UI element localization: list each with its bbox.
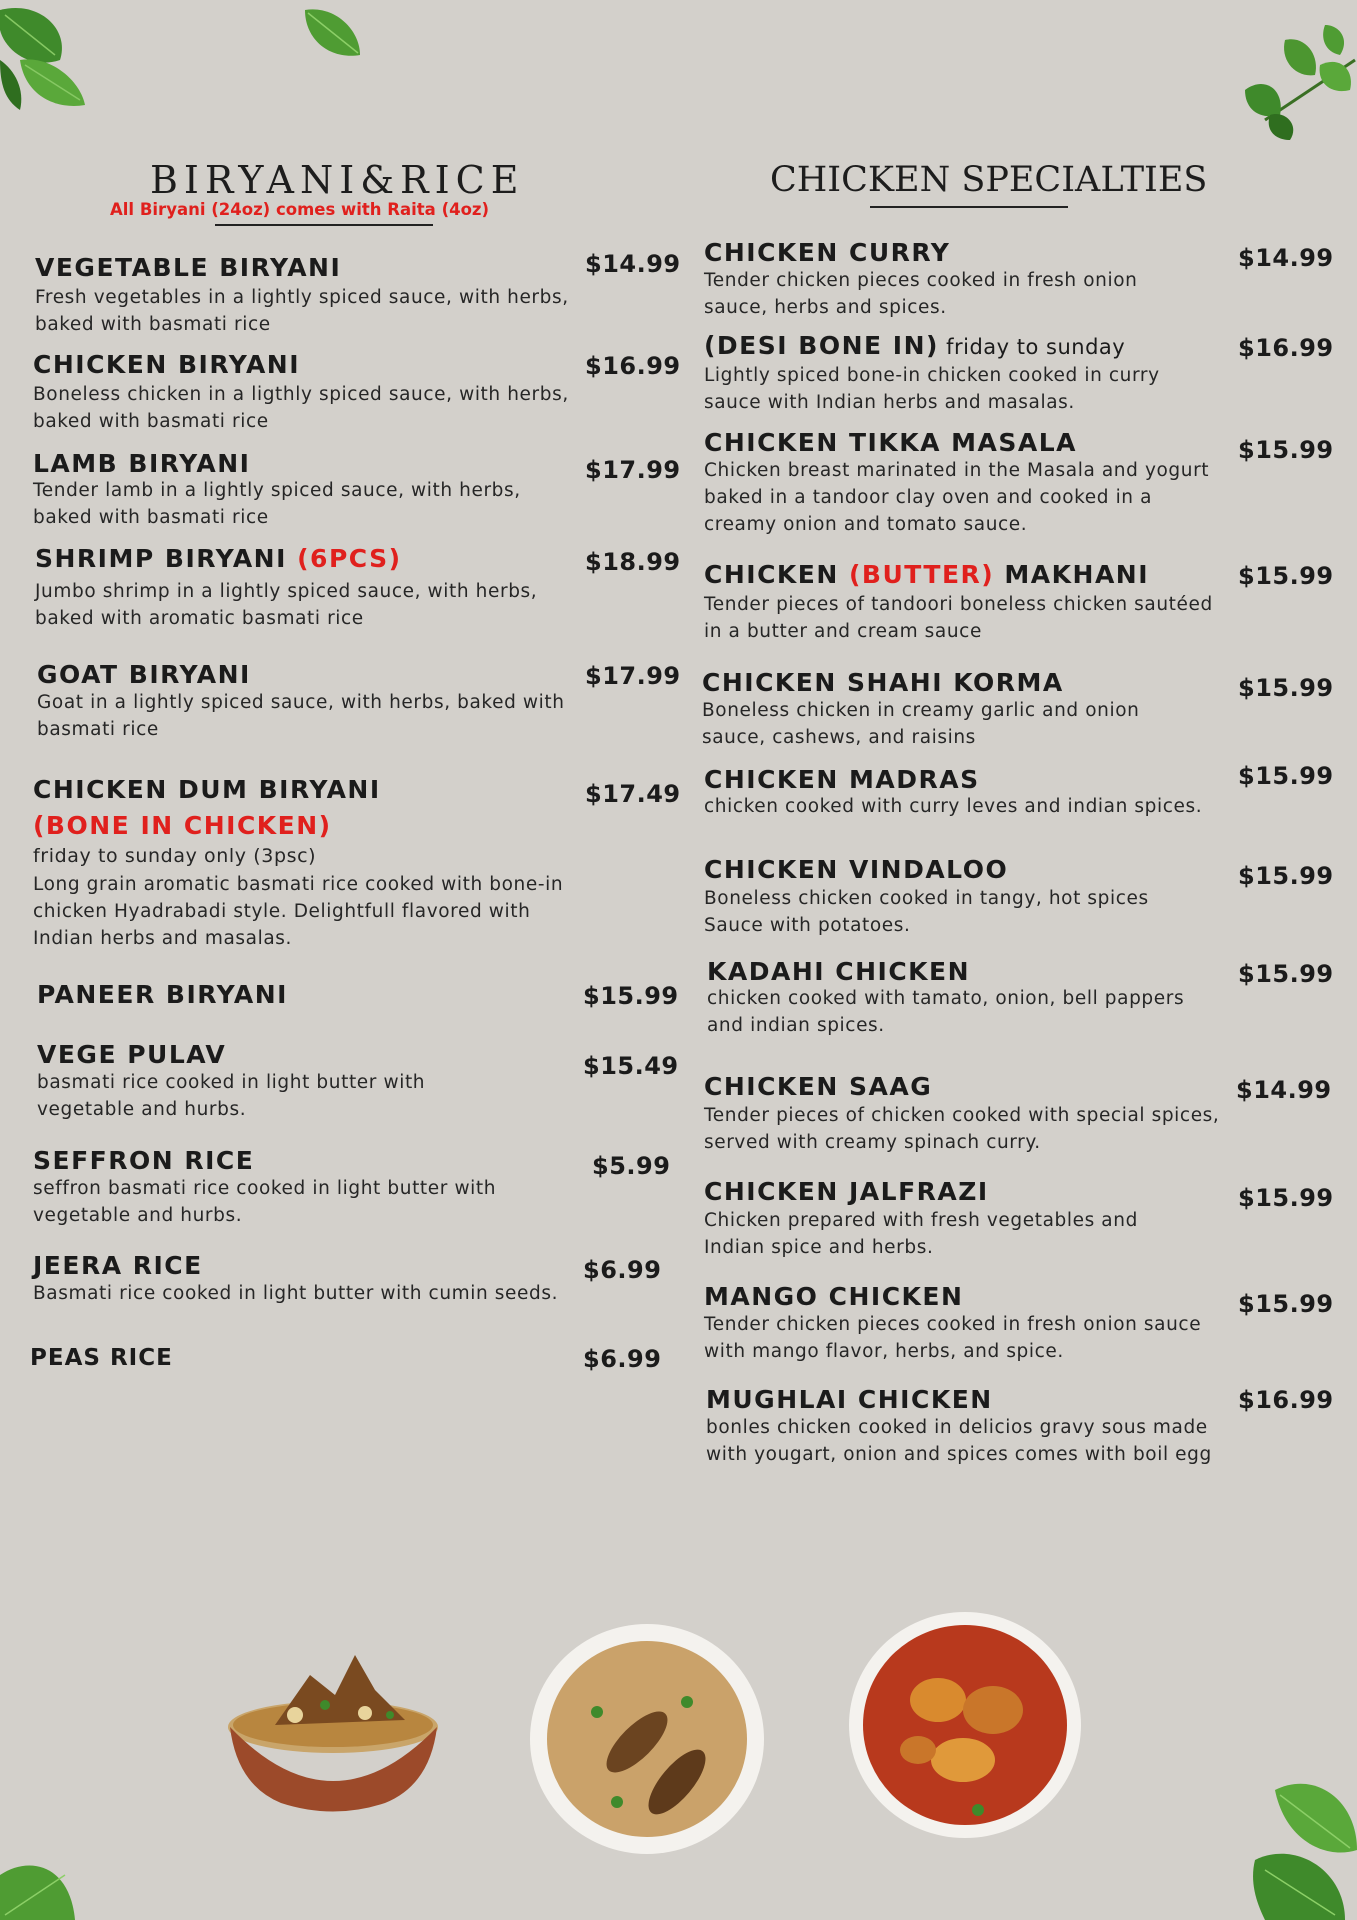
menu-item xyxy=(33,775,593,952)
item-desc: Goat in a lightly spiced sauce, with herbs, baked with basmati rice xyxy=(37,692,565,740)
item-desc: Tender pieces of tandoori boneless chicken sautéed in a butter and cream sauce xyxy=(704,594,1213,642)
item-availability: friday to sunday only (3psc) xyxy=(33,845,317,867)
lamb-biryani-bowl xyxy=(215,1635,455,1820)
menu-item xyxy=(704,765,1224,820)
item-desc: chicken cooked with tamato, onion, bell pappers and indian spices. xyxy=(707,988,1185,1036)
item-name: CHICKEN SAAG xyxy=(704,1072,933,1101)
item-name: CHICKEN SHAHI KORMA xyxy=(702,668,1064,697)
item-name: VEGETABLE BIRYANI xyxy=(35,253,342,282)
item-price: $16.99 xyxy=(1238,334,1334,362)
item-name: CHICKEN CURRY xyxy=(704,238,951,267)
item-price: $14.99 xyxy=(1238,244,1334,272)
section-subtitle: All Biryani (24oz) comes with Raita (4oz) xyxy=(110,200,490,219)
item-desc: Long grain aromatic basmati rice cooked with bone-in chicken Hyadrabadi style. Delightfull flavored with Indian herbs and masalas. xyxy=(33,874,564,949)
item-price: $15.99 xyxy=(1238,1184,1334,1212)
item-name: KADAHI CHICKEN xyxy=(707,957,971,986)
item-name: CHICKEN BIRYANI xyxy=(33,350,301,379)
menu-item xyxy=(702,670,1202,751)
item-name: SEFFRON RICE xyxy=(33,1146,255,1175)
item-name: (DESI BONE IN) friday to sunday xyxy=(704,331,1126,360)
menu-item xyxy=(33,1148,573,1229)
item-price: $16.99 xyxy=(1238,1386,1334,1414)
item-price: $17.49 xyxy=(585,780,681,808)
item-price: $15.99 xyxy=(1238,562,1334,590)
item-name: CHICKEN VINDALOO xyxy=(704,855,1009,884)
item-name: CHICKEN (BUTTER) MAKHANI xyxy=(704,560,1150,589)
item-price: $15.99 xyxy=(583,982,679,1010)
item-name: CHICKEN MADRAS xyxy=(704,765,980,794)
item-price: $17.99 xyxy=(585,662,681,690)
menu-item xyxy=(33,350,573,435)
menu-item xyxy=(33,449,573,531)
menu-item xyxy=(704,430,1224,538)
item-name-highlight: (BONE IN CHICKEN) xyxy=(33,811,332,840)
item-desc: Jumbo shrimp in a lightly spiced sauce, with herbs, baked with aromatic basmati rice xyxy=(35,581,538,629)
item-desc: Boneless chicken in a ligthly spiced sauce, with herbs, baked with basmati rice xyxy=(33,384,569,432)
divider xyxy=(215,224,433,226)
item-name: CHICKEN TIKKA MASALA xyxy=(704,428,1078,457)
menu-item xyxy=(704,240,1204,321)
item-desc: Chicken prepared with fresh vegetables and Indian spice and herbs. xyxy=(704,1210,1138,1258)
item-desc: seffron basmati rice cooked in light butter with vegetable and hurbs. xyxy=(33,1178,497,1226)
item-desc: Chicken breast marinated in the Masala and yogurt baked in a tandoor clay oven and cooked in a creamy onion and tomato sauce. xyxy=(704,460,1210,535)
item-desc: Tender chicken pieces cooked in fresh onion sauce with mango flavor, herbs, and spice. xyxy=(704,1314,1202,1362)
item-price: $14.99 xyxy=(585,250,681,278)
menu-item xyxy=(707,957,1207,1039)
item-desc: Tender lamb in a lightly spiced sauce, with herbs, baked with basmati rice xyxy=(33,480,521,528)
item-name: CHICKEN DUM BIRYANI xyxy=(33,775,381,804)
item-desc: bonles chicken cooked in delicios gravy sous made with yougart, onion and spices comes with boil egg xyxy=(706,1417,1212,1465)
section-title-biryani-rice: BIRYANI&RICE xyxy=(150,158,525,202)
mint-leaf-icon xyxy=(1225,20,1357,140)
menu-item xyxy=(704,1178,1184,1261)
menu-item xyxy=(37,1042,577,1123)
item-desc: basmati rice cooked in light butter with vegetable and hurbs. xyxy=(37,1072,426,1120)
item-price: $14.99 xyxy=(1236,1076,1332,1104)
item-price: $15.99 xyxy=(1238,960,1334,988)
item-price: $15.99 xyxy=(1238,862,1334,890)
mint-leaf-icon xyxy=(1245,1770,1357,1920)
menu-item xyxy=(37,980,577,1010)
menu-item xyxy=(706,1387,1226,1468)
item-desc: Tender pieces of chicken cooked with special spices, served with creamy spinach curry. xyxy=(704,1105,1220,1153)
mint-leaf-icon xyxy=(0,0,100,115)
item-desc: Basmati rice cooked in light butter with cumin seeds. xyxy=(33,1283,559,1304)
menu-item xyxy=(37,662,577,743)
menu-item xyxy=(35,544,575,632)
menu-item xyxy=(704,1073,1224,1156)
item-price: $6.99 xyxy=(583,1345,662,1373)
mint-leaf-icon xyxy=(300,5,365,60)
chicken-curry-bowl xyxy=(848,1610,1083,1840)
item-name: JEERA RICE xyxy=(33,1251,203,1280)
menu-item xyxy=(704,560,1224,645)
item-desc: Tender chicken pieces cooked in fresh onion sauce, herbs and spices. xyxy=(704,270,1138,318)
item-price: $17.99 xyxy=(585,456,681,484)
menu-item xyxy=(35,253,575,338)
item-desc: Lightly spiced bone-in chicken cooked in curry sauce with Indian herbs and masalas. xyxy=(704,365,1160,413)
item-price: $15.99 xyxy=(1238,762,1334,790)
menu-item xyxy=(33,1253,583,1307)
section-title-chicken-specialties: CHICKEN SPECIALTIES xyxy=(770,160,1208,200)
item-name: VEGE PULAV xyxy=(37,1040,227,1069)
divider xyxy=(870,206,1068,208)
item-name: CHICKEN JALFRAZI xyxy=(704,1177,989,1206)
item-price: $15.99 xyxy=(1238,436,1334,464)
item-name: MANGO CHICKEN xyxy=(704,1282,964,1311)
menu-item xyxy=(704,332,1204,416)
item-price: $15.99 xyxy=(1238,674,1334,702)
item-price: $15.99 xyxy=(1238,1290,1334,1318)
item-desc: Boneless chicken cooked in tangy, hot spices Sauce with potatoes. xyxy=(704,888,1149,936)
chicken-biryani-plate xyxy=(527,1622,767,1857)
item-name: PEAS RICE xyxy=(30,1345,173,1371)
menu-item xyxy=(30,1343,570,1373)
item-desc: chicken cooked with curry leves and indian spices. xyxy=(704,796,1203,817)
menu-item xyxy=(704,856,1204,939)
item-desc: Fresh vegetables in a lightly spiced sauce, with herbs, baked with basmati rice xyxy=(35,287,569,335)
item-desc: Boneless chicken in creamy garlic and onion sauce, cashews, and raisins xyxy=(702,700,1140,748)
item-price: $16.99 xyxy=(585,352,681,380)
item-price: $15.49 xyxy=(583,1052,679,1080)
item-name: PANEER BIRYANI xyxy=(37,980,288,1009)
menu-item xyxy=(704,1284,1224,1365)
item-name: LAMB BIRYANI xyxy=(33,449,251,478)
item-name: MUGHLAI CHICKEN xyxy=(706,1385,993,1414)
item-name: SHRIMP BIRYANI (6PCS) xyxy=(35,544,402,573)
item-price: $5.99 xyxy=(592,1152,671,1180)
item-name: GOAT BIRYANI xyxy=(37,660,251,689)
item-price: $18.99 xyxy=(585,548,681,576)
mint-leaf-icon xyxy=(0,1835,80,1920)
item-price: $6.99 xyxy=(583,1256,662,1284)
